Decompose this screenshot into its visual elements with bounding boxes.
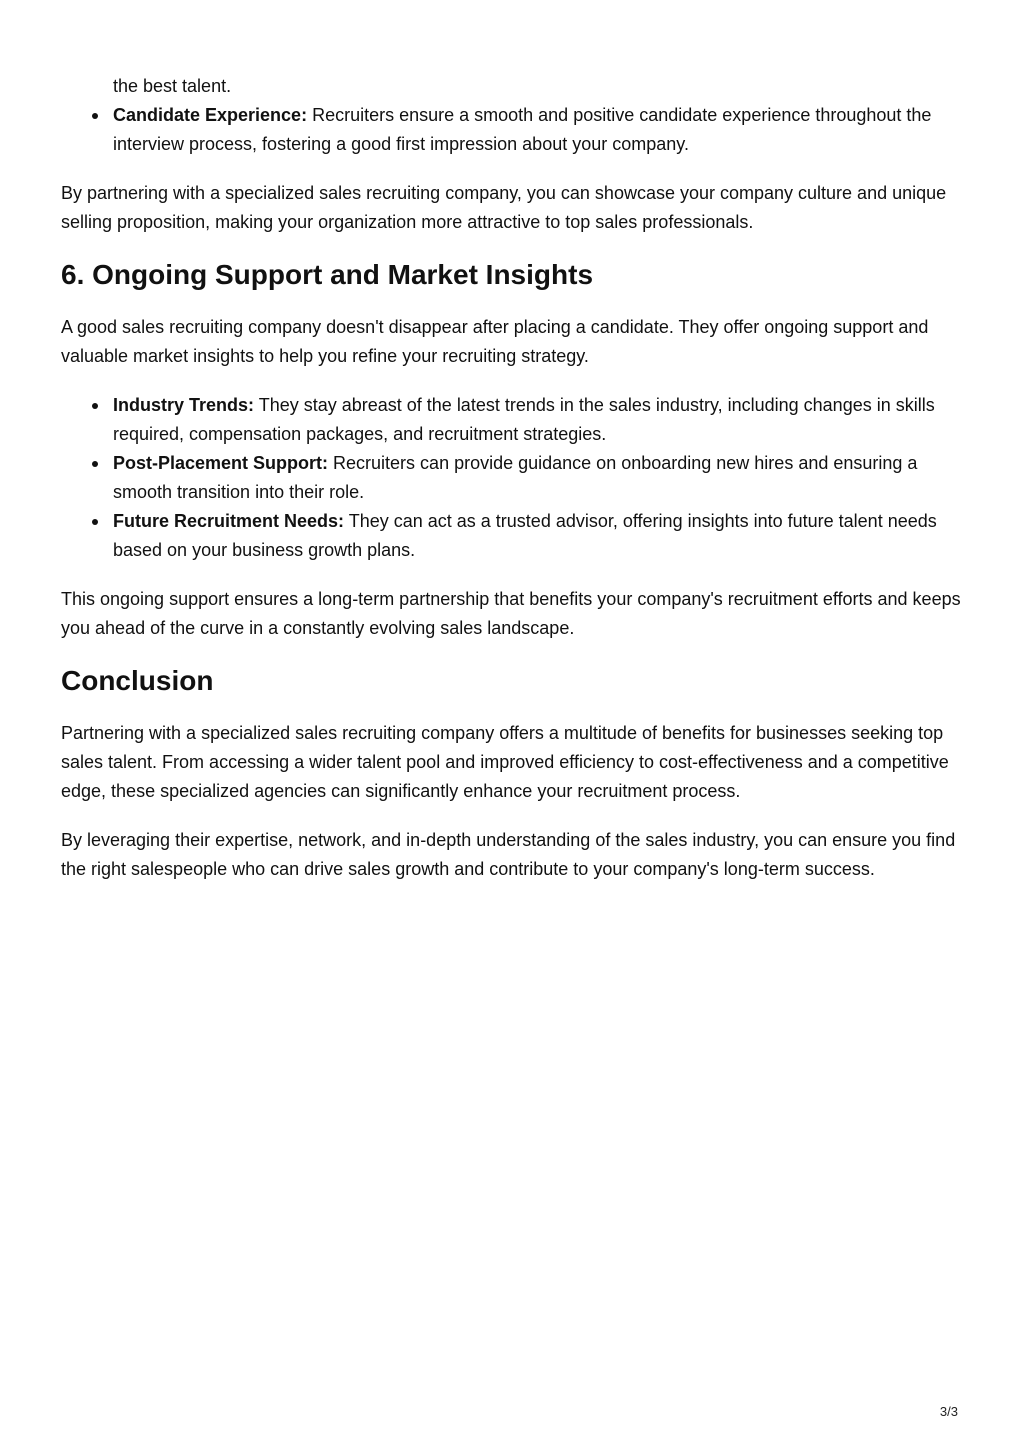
continued-list-text: the best talent. [113, 76, 232, 96]
list-item-industry-trends [113, 391, 966, 449]
list-item-text: Recruiters can provide guidance on onboarding new hires and ensuring a smooth transition into their role. [113, 453, 918, 502]
section6-bullet-list [61, 391, 966, 565]
section5-bullet-list [61, 101, 966, 159]
bullet-icon [92, 403, 98, 409]
page-number: 3/3 [939, 1404, 958, 1419]
list-item-label: Candidate Experience: [113, 105, 308, 125]
list-item-label: Industry Trends: [113, 395, 255, 415]
list-item-label: Post-Placement Support: [113, 453, 329, 473]
bullet-icon [92, 461, 98, 467]
section5-closing-paragraph: By partnering with a specialized sales recruiting company, you can showcase your company culture and unique selling proposition, making your organization more attractive to top sales professionals. [61, 183, 947, 232]
list-item-text: They can act as a trusted advisor, offering insights into future talent needs based on your business growth plans. [113, 511, 937, 560]
conclusion-paragraph-1: Partnering with a specialized sales recruiting company offers a multitude of benefits for businesses seeking top sales talent. From accessing a wider talent pool and improved efficiency to cost-effectiveness and a competitive edge, these specialized agencies can significantly enhance your recruitment process. [61, 723, 949, 801]
bullet-icon [92, 519, 98, 525]
bullet-icon [92, 113, 98, 119]
conclusion-heading: Conclusion [61, 665, 214, 696]
document-page [61, 72, 966, 904]
list-item-text: Recruiters ensure a smooth and positive candidate experience throughout the interview process, fostering a good first impression about your company. [113, 105, 932, 154]
section6-intro-paragraph: A good sales recruiting company doesn't disappear after placing a candidate. They offer ongoing support and valuable market insights to help you refine your recruiting strategy. [61, 317, 929, 366]
list-item-candidate-experience [113, 101, 966, 159]
list-item-text: They stay abreast of the latest trends in the sales industry, including changes in skills required, compensation packages, and recruitment strategies. [113, 395, 935, 444]
list-item-label: Future Recruitment Needs: [113, 511, 345, 531]
list-item-post-placement-support [113, 449, 966, 507]
conclusion-paragraph-2: By leveraging their expertise, network, and in-depth understanding of the sales industry, you can ensure you find the right salespeople who can drive sales growth and contribute to your company's long-term success. [61, 830, 956, 879]
section6-heading: 6. Ongoing Support and Market Insights [61, 259, 594, 290]
list-item-future-recruitment-needs [113, 507, 966, 565]
section6-closing-paragraph: This ongoing support ensures a long-term partnership that benefits your company's recruitment efforts and keeps you ahead of the curve in a constantly evolving sales landscape. [61, 589, 961, 638]
